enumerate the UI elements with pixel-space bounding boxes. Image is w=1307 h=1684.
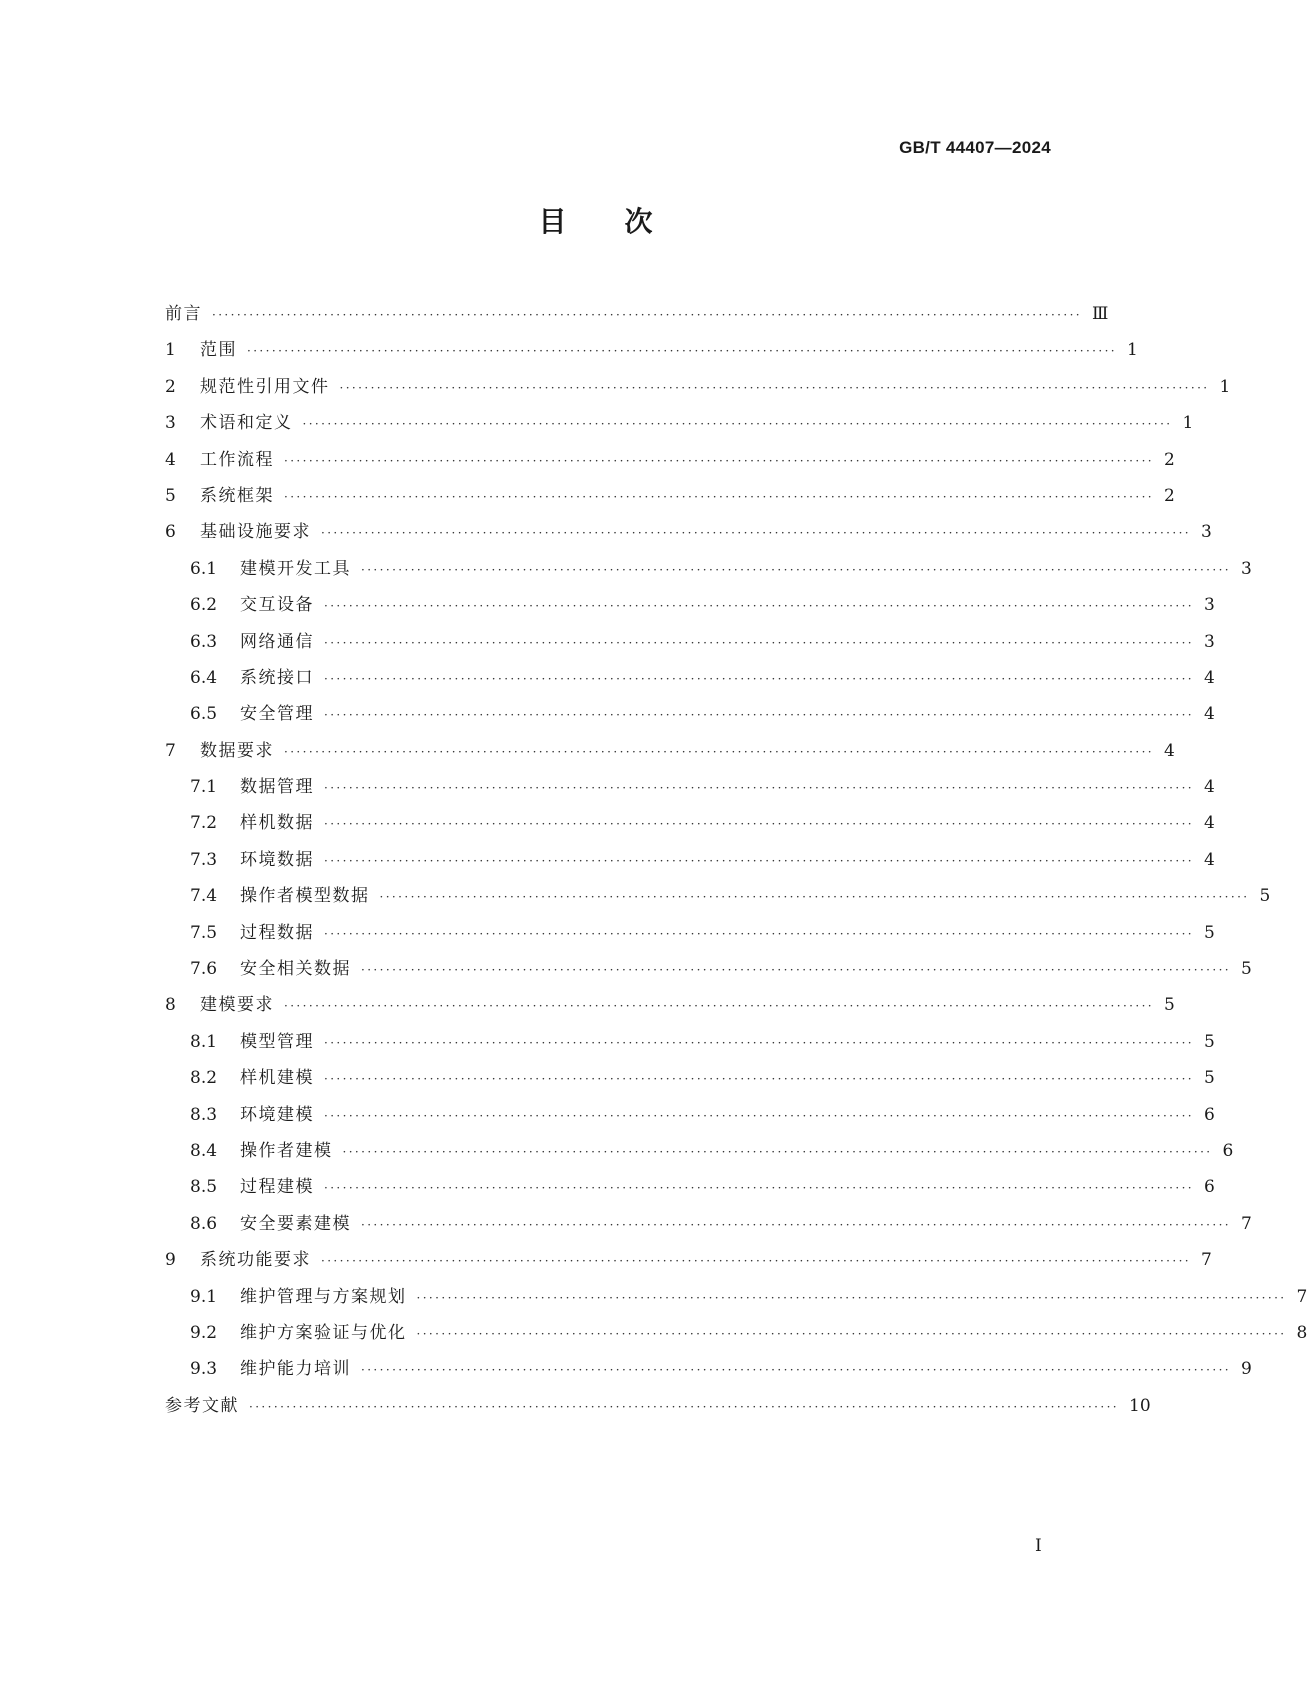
toc-entry-page: 2 <box>1164 449 1175 470</box>
toc-dot-leader: ············································································································································ <box>339 380 1210 395</box>
toc-entry-page: Ⅲ <box>1092 304 1109 324</box>
toc-entry[interactable] <box>165 808 1215 844</box>
toc-entry-page: 3 <box>1204 631 1215 652</box>
toc-entry-number: 9.2 <box>190 1322 218 1343</box>
toc-dot-leader: ············································································································································ <box>361 963 1232 978</box>
toc-entry[interactable] <box>165 990 1175 1026</box>
toc-dot-leader: ············································································································································ <box>416 1290 1287 1305</box>
toc-entry[interactable] <box>165 1100 1215 1136</box>
toc-dot-leader: ············································································································································ <box>324 1035 1195 1050</box>
toc-entry-label: 维护能力培训 <box>240 1359 351 1380</box>
toc-entry-page: 4 <box>1204 777 1215 798</box>
toc-entry-label: 安全管理 <box>240 704 314 725</box>
toc-entry-page: 4 <box>1204 704 1215 725</box>
toc-dot-leader: ············································································································································ <box>324 817 1195 832</box>
toc-entry-label: 建模要求 <box>200 995 274 1016</box>
toc-entry[interactable] <box>165 335 1138 371</box>
toc-entry[interactable] <box>165 554 1252 590</box>
toc-dot-leader: ············································································································································ <box>284 453 1155 468</box>
toc-entry-label: 系统功能要求 <box>200 1250 311 1271</box>
toc-entry-page: 5 <box>1241 959 1252 980</box>
toc-dot-leader: ············································································································································ <box>247 344 1118 359</box>
toc-entry-number: 9 <box>165 1250 176 1271</box>
toc-entry-number: 8.4 <box>190 1140 218 1161</box>
toc-entry-number: 6.1 <box>190 558 218 579</box>
toc-entry-page: 4 <box>1204 849 1215 870</box>
toc-entry[interactable] <box>165 1209 1252 1245</box>
toc-entry-page: 3 <box>1204 595 1215 616</box>
toc-entry-number: 8.3 <box>190 1104 218 1125</box>
toc-entry[interactable] <box>165 1136 1234 1172</box>
toc-entry[interactable] <box>165 845 1215 881</box>
toc-entry[interactable] <box>165 517 1212 553</box>
toc-entry-number: 4 <box>165 449 176 470</box>
page-title: 目次 <box>538 205 711 238</box>
toc-dot-leader: ············································································································································ <box>324 1181 1195 1196</box>
toc-entry-page: 5 <box>1204 1031 1215 1052</box>
toc-entry[interactable] <box>165 1391 1151 1427</box>
toc-dot-leader: ············································································································································ <box>249 1399 1120 1414</box>
toc-dot-leader: ············································································································································ <box>324 1108 1195 1123</box>
toc-entry-label: 基础设施要求 <box>200 522 311 543</box>
toc-entry-page: 8 <box>1296 1322 1307 1343</box>
toc-entry-label: 交互设备 <box>240 595 314 616</box>
toc-entry-label: 维护方案验证与优化 <box>240 1322 407 1343</box>
toc-entry[interactable] <box>165 1027 1215 1063</box>
toc-entry-label: 样机数据 <box>240 813 314 834</box>
toc-dot-leader: ············································································································································ <box>361 562 1232 577</box>
toc-entry-number: 7.5 <box>190 922 218 943</box>
standard-code: GB/T 44407—2024 <box>899 138 1051 157</box>
toc-entry-page: 10 <box>1129 1395 1151 1416</box>
toc-dot-leader: ············································································································································ <box>324 853 1195 868</box>
toc-entry[interactable] <box>165 772 1215 808</box>
toc-entry-page: 5 <box>1204 922 1215 943</box>
toc-dot-leader: ············································································································································ <box>324 635 1195 650</box>
toc-entry-number: 8.6 <box>190 1213 218 1234</box>
toc-entry[interactable] <box>165 481 1175 517</box>
toc-entry-label: 建模开发工具 <box>240 558 351 579</box>
toc-entry[interactable] <box>165 627 1215 663</box>
toc-entry[interactable] <box>165 699 1215 735</box>
toc-entry-page: 7 <box>1296 1286 1307 1307</box>
toc-entry-number: 8 <box>165 995 176 1016</box>
toc-entry-label: 数据管理 <box>240 777 314 798</box>
toc-entry-number: 7.4 <box>190 886 218 907</box>
toc-entry-label: 操作者模型数据 <box>240 886 370 907</box>
toc-entry-number: 7.6 <box>190 959 218 980</box>
toc-entry[interactable] <box>165 372 1231 408</box>
toc-entry-number: 6.4 <box>190 667 218 688</box>
toc-entry-page: 5 <box>1259 886 1271 907</box>
toc-entry[interactable] <box>165 299 1109 335</box>
toc-entry-number: 9.3 <box>190 1359 218 1380</box>
page-number: Ⅰ <box>1035 1536 1042 1556</box>
toc-entry-number: 7.1 <box>190 777 218 798</box>
toc-dot-leader: ············································································································································ <box>284 489 1155 504</box>
toc-dot-leader: ············································································································································ <box>342 1144 1213 1159</box>
toc-entry[interactable] <box>165 1354 1252 1390</box>
toc-entry-label: 过程建模 <box>240 1177 314 1198</box>
toc-entry-page: 6 <box>1204 1177 1215 1198</box>
toc-entry-number: 6.2 <box>190 595 218 616</box>
toc-entry-number: 7 <box>165 740 176 761</box>
toc-entry-number: 8.2 <box>190 1068 218 1089</box>
toc-entry-number: 7.2 <box>190 813 218 834</box>
toc-dot-leader: ············································································································································ <box>212 308 1083 322</box>
toc-entry-number: 1 <box>165 340 176 361</box>
toc-entry-label: 维护管理与方案规划 <box>240 1286 407 1307</box>
toc-entry-page: 6 <box>1222 1140 1234 1161</box>
toc-entry-label: 范围 <box>200 340 237 361</box>
toc-entry-number: 6.3 <box>190 631 218 652</box>
toc-entry-page: 3 <box>1201 522 1212 543</box>
toc-entry[interactable] <box>165 590 1215 626</box>
toc-entry-number: 5 <box>165 485 176 506</box>
table-of-contents <box>165 299 1307 1427</box>
toc-entry[interactable] <box>165 663 1215 699</box>
toc-dot-leader: ············································································································································ <box>361 1363 1232 1378</box>
toc-entry-label: 系统接口 <box>240 667 314 688</box>
toc-entry-page: 1 <box>1127 340 1138 361</box>
toc-entry-number: 2 <box>165 376 176 397</box>
toc-entry-label: 规范性引用文件 <box>200 376 330 397</box>
toc-entry[interactable] <box>165 1245 1212 1281</box>
toc-dot-leader: ············································································································································ <box>379 890 1250 905</box>
toc-entry-label: 操作者建模 <box>240 1140 333 1161</box>
toc-entry-page: 4 <box>1164 740 1175 761</box>
toc-entry-page: 2 <box>1164 485 1175 506</box>
toc-entry-label: 环境建模 <box>240 1104 314 1125</box>
toc-entry[interactable] <box>165 445 1175 481</box>
toc-entry-page: 1 <box>1182 413 1194 434</box>
toc-entry-page: 5 <box>1164 995 1175 1016</box>
toc-dot-leader: ············································································································································ <box>284 744 1155 759</box>
toc-entry-number: 6 <box>165 522 176 543</box>
toc-entry-label: 术语和定义 <box>200 413 293 434</box>
toc-dot-leader: ············································································································································ <box>324 599 1195 614</box>
toc-entry[interactable] <box>165 1318 1307 1354</box>
toc-entry-page: 5 <box>1204 1068 1215 1089</box>
toc-dot-leader: ············································································································································ <box>284 999 1155 1014</box>
toc-entry-label: 过程数据 <box>240 922 314 943</box>
toc-entry-number: 8.1 <box>190 1031 218 1052</box>
toc-entry-page: 4 <box>1204 813 1215 834</box>
toc-entry-label: 安全要素建模 <box>240 1213 351 1234</box>
toc-entry[interactable] <box>165 1063 1215 1099</box>
toc-dot-leader: ············································································································································ <box>324 781 1195 796</box>
toc-entry-label: 系统框架 <box>200 485 274 506</box>
toc-entry[interactable] <box>165 881 1271 917</box>
toc-entry-page: 7 <box>1241 1213 1252 1234</box>
toc-entry-page: 9 <box>1241 1359 1252 1380</box>
toc-dot-leader: ············································································································································ <box>324 1072 1195 1087</box>
toc-entry-label: 参考文献 <box>165 1395 239 1416</box>
toc-entry[interactable] <box>165 954 1252 990</box>
toc-entry-label: 网络通信 <box>240 631 314 652</box>
toc-entry-number: 8.5 <box>190 1177 218 1198</box>
toc-entry-page: 1 <box>1219 376 1231 397</box>
toc-entry-page: 6 <box>1204 1104 1215 1125</box>
toc-entry[interactable] <box>165 1172 1215 1208</box>
toc-entry-label: 环境数据 <box>240 849 314 870</box>
toc-entry-number: 6.5 <box>190 704 218 725</box>
toc-entry-number: 9.1 <box>190 1286 218 1307</box>
toc-dot-leader: ············································································································································ <box>302 417 1173 432</box>
toc-entry[interactable] <box>165 1282 1307 1318</box>
toc-entry[interactable] <box>165 408 1194 444</box>
toc-entry-page: 7 <box>1201 1250 1212 1271</box>
toc-entry-page: 4 <box>1204 667 1215 688</box>
toc-dot-leader: ············································································································································ <box>321 1254 1192 1269</box>
toc-entry-number: 7.3 <box>190 849 218 870</box>
toc-entry-label: 样机建模 <box>240 1068 314 1089</box>
toc-dot-leader: ············································································································································ <box>321 526 1192 541</box>
toc-dot-leader: ············································································································································ <box>324 926 1195 941</box>
toc-entry-label: 工作流程 <box>200 449 274 470</box>
toc-entry-label: 数据要求 <box>200 740 274 761</box>
toc-entry-label: 前言 <box>165 304 202 324</box>
toc-dot-leader: ············································································································································ <box>324 671 1195 686</box>
toc-entry-label: 安全相关数据 <box>240 959 351 980</box>
toc-entry-page: 3 <box>1241 558 1252 579</box>
toc-entry-label: 模型管理 <box>240 1031 314 1052</box>
toc-dot-leader: ············································································································································ <box>361 1217 1232 1232</box>
toc-dot-leader: ············································································································································ <box>416 1326 1287 1341</box>
toc-entry[interactable] <box>165 736 1175 772</box>
toc-entry[interactable] <box>165 918 1215 954</box>
toc-dot-leader: ············································································································································ <box>324 708 1195 723</box>
toc-entry-number: 3 <box>165 413 176 434</box>
